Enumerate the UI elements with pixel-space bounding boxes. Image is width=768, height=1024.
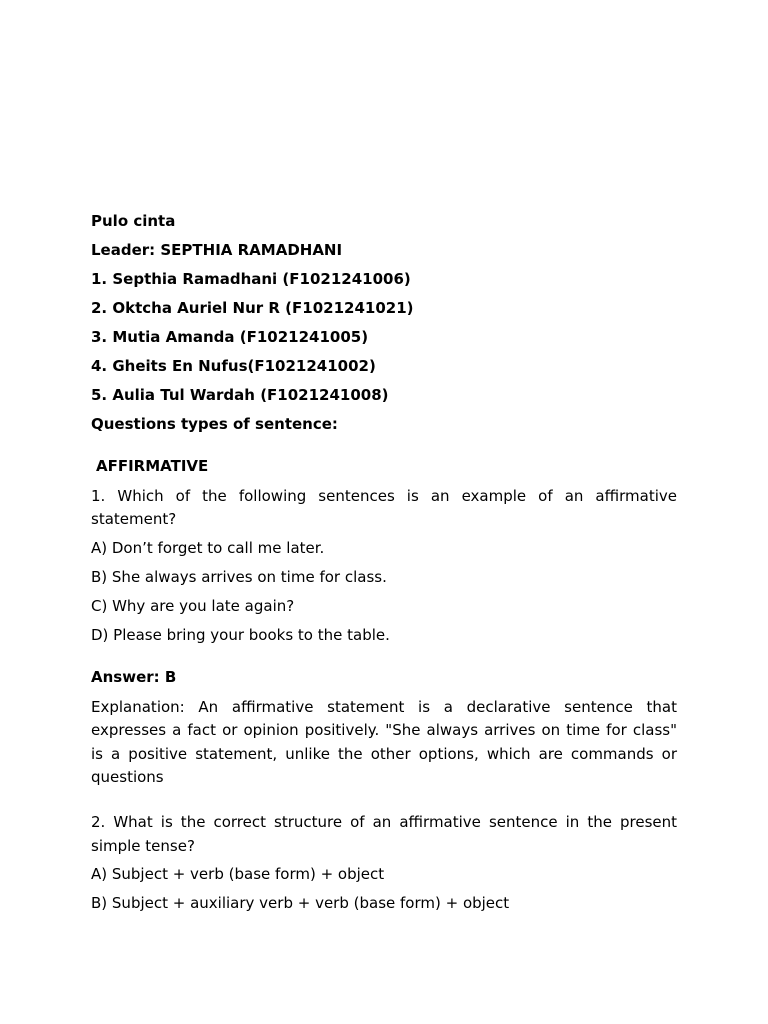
member-item: 5. Aulia Tul Wardah (F1021241008) bbox=[91, 386, 389, 404]
question-1-prompt: 1. Which of the following sentences is an example of an affirmative statement? bbox=[91, 487, 682, 529]
document-page bbox=[91, 211, 682, 922]
section-heading: Questions types of sentence: bbox=[91, 415, 338, 433]
question-1-option-b: B) She always arrives on time for class. bbox=[91, 567, 387, 586]
question-1-answer: Answer: B bbox=[91, 667, 177, 686]
member-item: 3. Mutia Amanda (F1021241005) bbox=[91, 328, 369, 346]
question-1-option-a: A) Don’t forget to call me later. bbox=[91, 538, 325, 557]
question-1-explanation: Explanation: An affirmative statement is a declarative sentence that expresses a fact or opinion positively. "She always arrives on time for class" is a positive statement, unlike the other options, which are commands or questions bbox=[91, 697, 682, 787]
group-name: Pulo cinta bbox=[91, 212, 176, 230]
question-2-prompt: 2. What is the correct structure of an affirmative sentence in the present simple tense? bbox=[91, 813, 682, 855]
group-leader: Leader: SEPTHIA RAMADHANI bbox=[91, 241, 343, 259]
question-2-option-a: A) Subject + verb (base form) + object bbox=[91, 865, 385, 884]
affirmative-heading: AFFIRMATIVE bbox=[96, 457, 209, 475]
member-item: 1. Septhia Ramadhani (F1021241006) bbox=[91, 270, 411, 288]
question-1-option-d: D) Please bring your books to the table. bbox=[91, 625, 390, 644]
member-item: 2. Oktcha Auriel Nur R (F1021241021) bbox=[91, 299, 414, 317]
member-item: 4. Gheits En Nufus(F1021241002) bbox=[91, 357, 376, 375]
question-1-option-c: C) Why are you late again? bbox=[91, 596, 295, 615]
question-2-option-b: B) Subject + auxiliary verb + verb (base form) + object bbox=[91, 894, 510, 913]
